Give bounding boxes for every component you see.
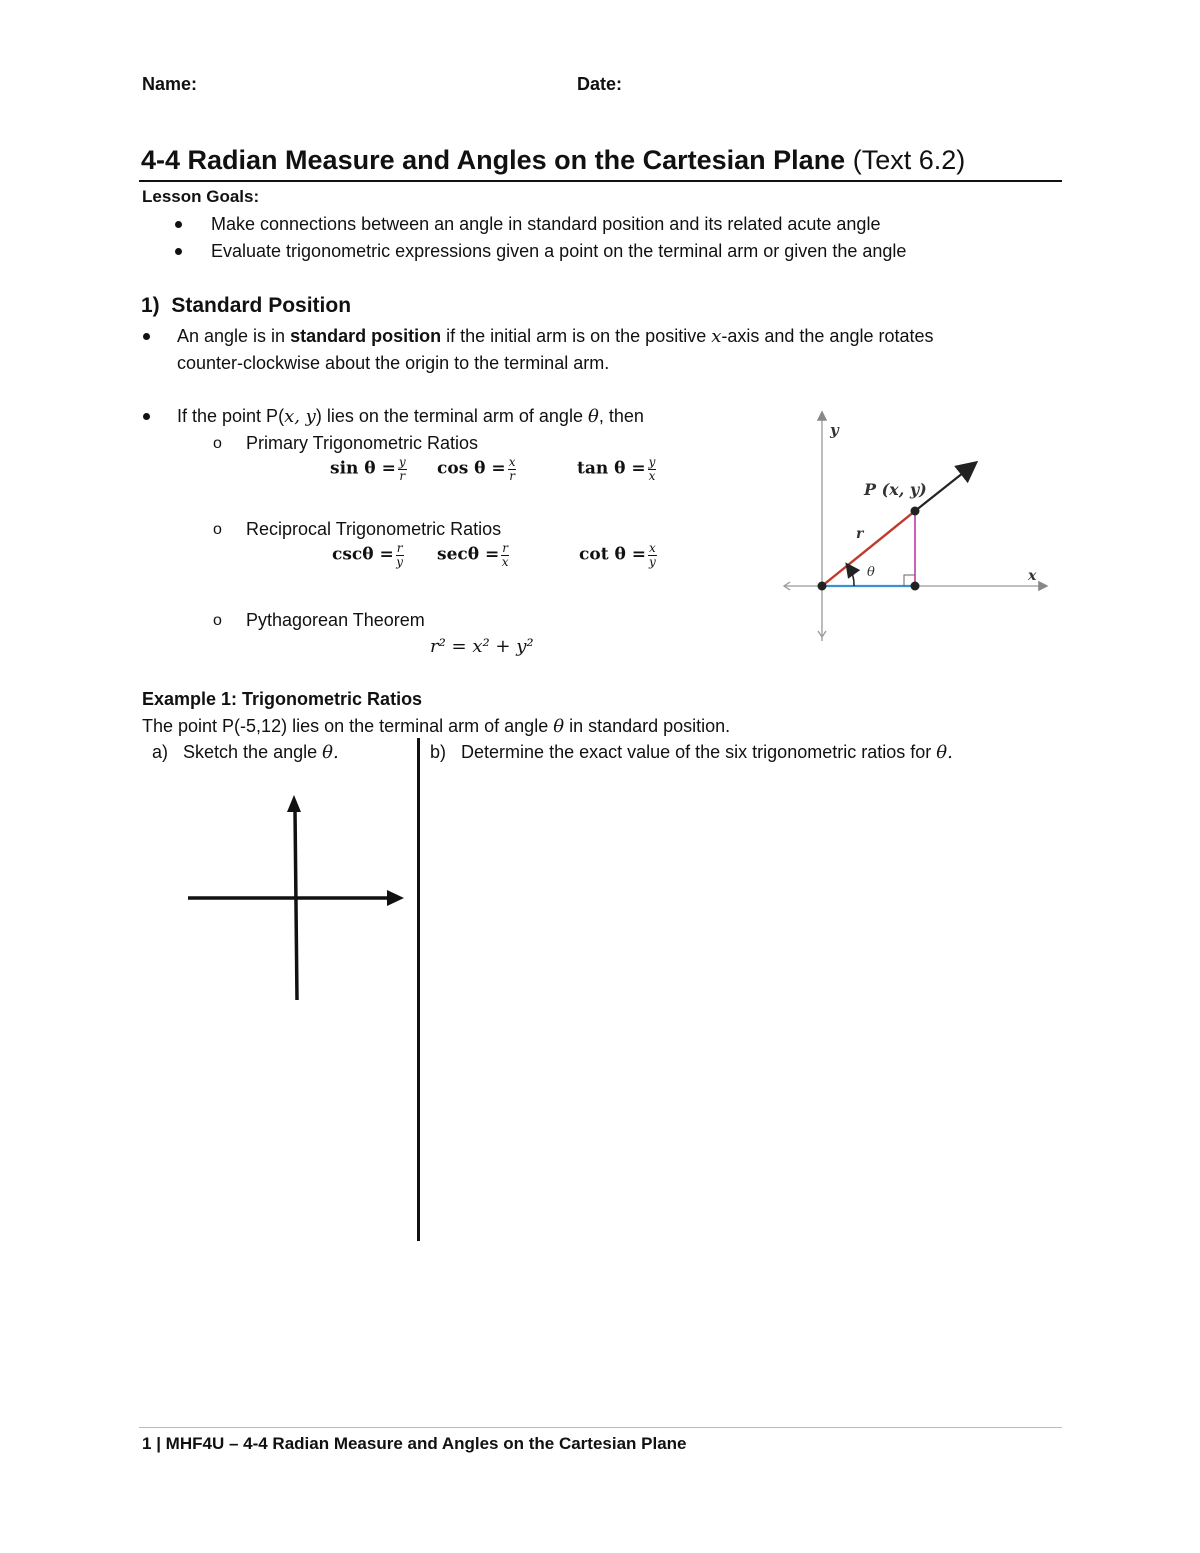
- example-heading: Example 1: Trigonometric Ratios: [142, 689, 423, 709]
- sketch-axes: [180, 790, 410, 1005]
- goal-item: Make connections between an angle in standard position and its related acute angle: [211, 214, 881, 234]
- column-divider: [417, 738, 420, 1241]
- standard-position-definition-line2: counter-clockwise about the origin to the terminal arm.: [177, 353, 610, 373]
- sub-bullet: o: [213, 521, 222, 538]
- bullet-dot: [143, 413, 150, 420]
- footer: 1 | MHF4U – 4-4 Radian Measure and Angles on the Cartesian Plane: [142, 1434, 687, 1453]
- part-a: a) Sketch the angle θ.: [152, 742, 339, 763]
- example-statement: The point P(-5,12) lies on the terminal arm of angle θ in standard position.: [142, 716, 731, 737]
- footer-rule: [139, 1427, 1062, 1428]
- name-label: Name:: [142, 74, 198, 94]
- section-number: 1): [141, 294, 160, 317]
- pythagorean-label: Pythagorean Theorem: [246, 610, 425, 630]
- cot-ratio: cot θ = $\frac{x}{y}$: [579, 541, 656, 569]
- theta-arc: [848, 566, 854, 586]
- theta-label: θ: [867, 565, 875, 580]
- bullet-dot: [175, 248, 182, 255]
- sketch-x-arrowhead: [387, 890, 404, 906]
- foot-point: [911, 582, 920, 591]
- title-underline: [139, 180, 1062, 182]
- sub-bullet: o: [213, 612, 222, 629]
- section-title: Standard Position: [171, 294, 352, 317]
- bullet-dot: [143, 333, 150, 340]
- origin-point: [818, 582, 827, 591]
- cos-ratio: cos θ = $\frac{x}{r}$: [437, 455, 516, 483]
- pythagorean-formula: r² = x² + y²: [430, 636, 534, 657]
- goal-item: Evaluate trigonometric expressions given a point on the terminal arm or given the angle: [211, 241, 907, 261]
- primary-ratios-label: Primary Trigonometric Ratios: [246, 433, 479, 453]
- tan-ratio: tan θ = $\frac{y}{x}$: [577, 455, 656, 483]
- terminal-arm-diagram: [778, 405, 1053, 645]
- sketch-y-arrowhead: [287, 795, 301, 812]
- title-main: 4-4 Radian Measure and Angles on the Cartesian Plane: [141, 145, 846, 175]
- section-heading: [141, 294, 351, 318]
- sub-bullet: o: [213, 435, 222, 452]
- page-number: 1: [142, 1434, 152, 1453]
- reciprocal-ratios-label: Reciprocal Trigonometric Ratios: [246, 519, 502, 539]
- x-axis-label: x: [1028, 568, 1037, 584]
- page-title: [141, 145, 965, 176]
- lesson-goals-heading: Lesson Goals:: [142, 187, 260, 206]
- sin-ratio: sin θ = $\frac{y}{r}$: [330, 455, 406, 483]
- csc-ratio: cscθ = $\frac{r}{y}$: [332, 541, 404, 569]
- terminal-arm-statement: If the point P(x, y) lies on the terminal arm of angle θ, then: [177, 406, 644, 427]
- part-b: b) Determine the exact value of the six trigonometric ratios for θ.: [430, 742, 953, 763]
- bullet-dot: [175, 221, 182, 228]
- sec-ratio: secθ = $\frac{r}{x}$: [437, 541, 509, 569]
- standard-position-definition: An angle is in standard position if the initial arm is on the positive x-axis and the angle rotates: [177, 326, 934, 347]
- title-reference: (Text 6.2): [852, 145, 966, 175]
- footer-text: MHF4U – 4-4 Radian Measure and Angles on the Cartesian Plane: [165, 1434, 687, 1453]
- point-p-label: P (x, y): [864, 480, 927, 499]
- sketch-y-axis: [295, 810, 297, 1000]
- date-label: Date:: [577, 74, 623, 94]
- r-label: r: [856, 526, 864, 542]
- y-axis-label: y: [830, 421, 839, 439]
- point-p: [911, 507, 920, 516]
